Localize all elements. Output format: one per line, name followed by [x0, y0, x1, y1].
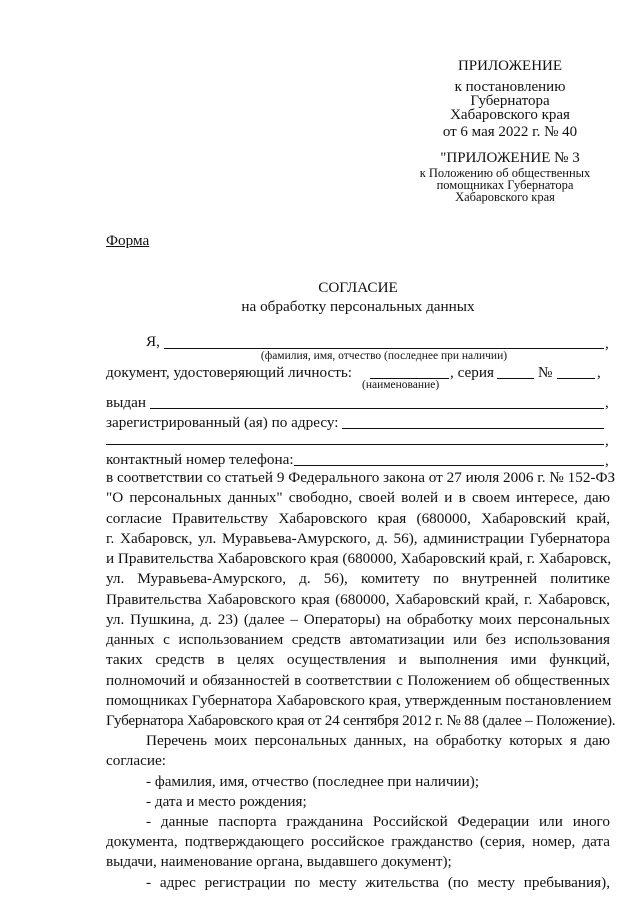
series-line — [497, 378, 534, 379]
registered-line — [342, 428, 604, 429]
number-line — [557, 378, 595, 379]
list-item: - фамилия, имя, отчество (последнее при наличии); — [146, 773, 480, 790]
number-label: № — [538, 364, 553, 381]
appendix3-line: Хабаровского края — [455, 190, 555, 204]
body-line: данных с использованием средств автоматизации или без использования — [106, 631, 610, 648]
appendix-title: ПРИЛОЖЕНИЕ — [457, 58, 563, 74]
comma: , — [605, 432, 609, 449]
issued-line — [150, 408, 604, 409]
list-item: - дата и место рождения; — [146, 793, 307, 810]
comma: , — [605, 335, 609, 352]
body-line: ул. Муравьева-Амурского, д. 56), комитету по внутренней политике — [106, 570, 610, 587]
appendix-line: к постановлению — [454, 79, 566, 95]
list-intro: Перечень моих персональных данных, на обработку которых я даю — [146, 732, 610, 749]
comma: , — [605, 452, 609, 469]
series-label: , серия — [450, 364, 494, 381]
comma: , — [597, 364, 601, 381]
appendix-date: от 6 мая 2022 г. № 40 — [442, 124, 578, 140]
fio-line — [164, 348, 604, 349]
list-item: - данные паспорта гражданина Российской Федерации или иного — [146, 813, 610, 830]
i-label: Я, — [146, 333, 160, 350]
doc-label: документ, удостоверяющий личность: — [106, 364, 353, 381]
body-line: и Правительства Хабаровского края (680000, Хабаровский край, г. Хабаровск, — [106, 550, 612, 567]
document-title: СОГЛАСИЕ — [318, 279, 398, 296]
body-line: таких средств в целях осуществления и выполнения ими функций, — [106, 651, 610, 668]
comma: , — [605, 394, 609, 411]
registered-label: зарегистрированный (ая) по адресу: — [106, 414, 339, 431]
form-label: Форма — [106, 232, 150, 249]
body-line: ул. Пушкина, д. 23) (далее – Операторы) на обработку моих персональных — [106, 611, 610, 628]
body-line: "О персональных данных" свободно, своей волей и в своем интересе, даю — [106, 489, 610, 506]
body-last-line: Губернатора Хабаровского края от 24 сентября 2012 г. № 88 (далее – Положение). — [106, 712, 616, 729]
body-line: Правительства Хабаровского края (680000, Хабаровский край, г. Хабаровск, — [106, 591, 610, 608]
name-caption: (наименование) — [362, 379, 440, 391]
phone-line — [294, 465, 604, 466]
registered-line-2 — [106, 444, 604, 445]
appendix-line: Хабаровского края — [450, 107, 570, 123]
issued-label: выдан — [106, 394, 146, 411]
appendix3-line: помощниках Губернатора — [436, 178, 574, 192]
appendix3-title: "ПРИЛОЖЕНИЕ № 3 — [440, 150, 580, 166]
phone-label: контактный номер телефона: — [106, 451, 294, 468]
document-subtitle: на обработку персональных данных — [241, 298, 475, 315]
body-line: согласие Правительству Хабаровского края (680000, Хабаровский край, — [106, 510, 610, 527]
appendix3-line: к Положению об общественных — [419, 166, 591, 180]
list-item: выдачи, наименование органа, выдавшего документ); — [106, 853, 452, 870]
body-line: помощниках Губернатора Хабаровского края, утвержденным постановлением — [106, 692, 612, 709]
body-line: в соответствии со статьей 9 Федерального закона от 27 июля 2006 г. № 152-ФЗ — [106, 469, 616, 486]
fio-caption: (фамилия, имя, отчество (последнее при наличии) — [260, 350, 508, 362]
body-line: г. Хабаровск, ул. Муравьева-Амурского, д. 56), администрации Губернатора — [106, 530, 610, 547]
body-line: полномочий и обязанностей в соответствии с Положением об общественных — [106, 672, 610, 689]
appendix-line: Губернатора — [470, 93, 550, 109]
list-item: документа, подтверждающего российское гражданство (серия, номер, дата — [106, 833, 610, 850]
list-item: - адрес регистрации по месту жительства (по месту пребывания), — [146, 874, 610, 891]
list-intro-end: согласие: — [106, 752, 166, 769]
